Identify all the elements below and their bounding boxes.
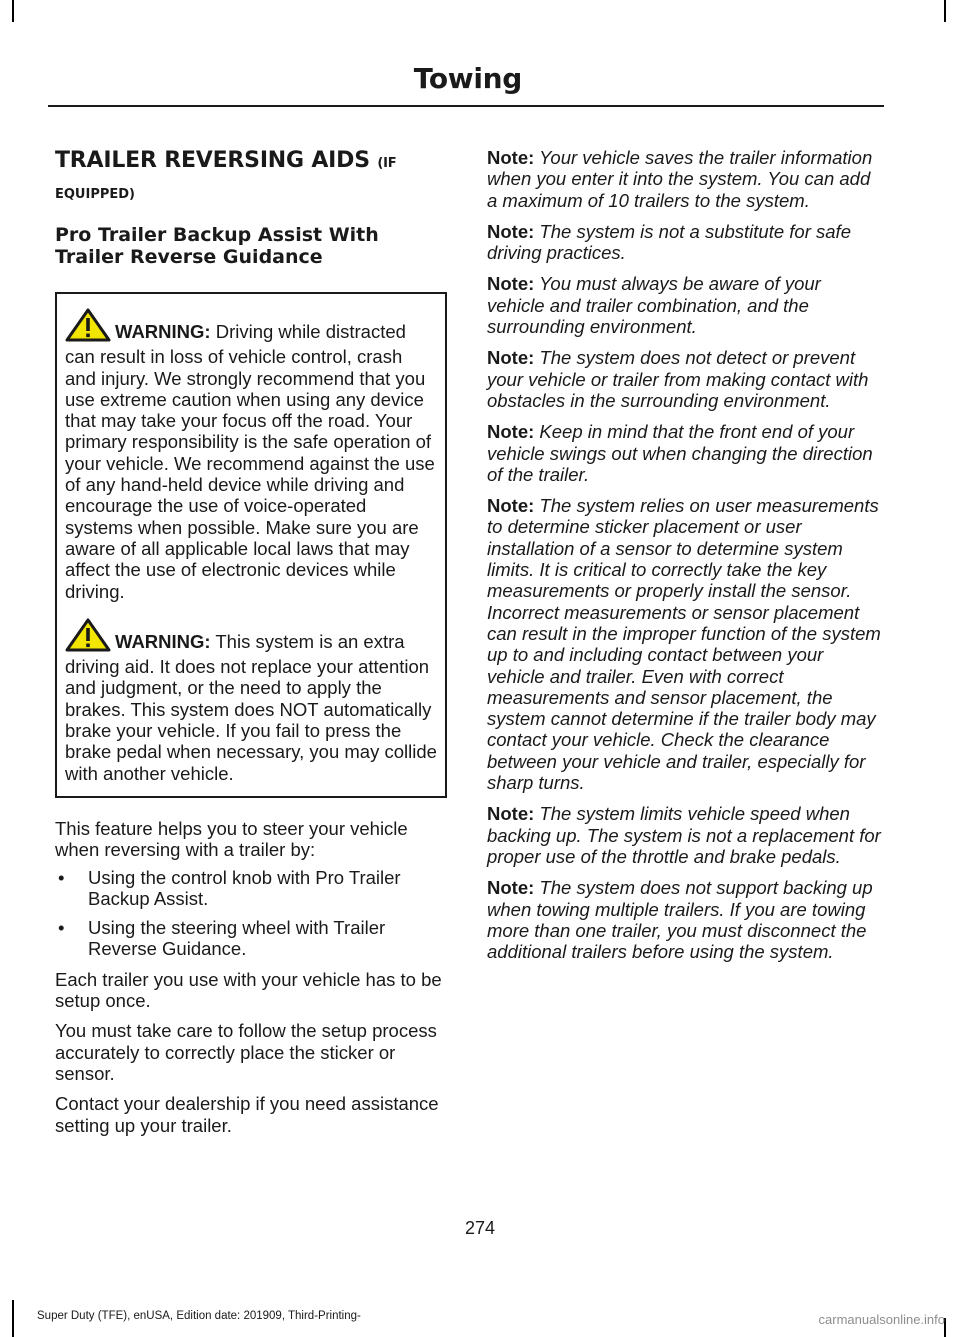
note-paragraph: Note: The system relies on user measurements to determine sticker placement or user installation of a sensor to determine system limits. It is critical to correctly take the key measurements or properly install the sensor. Incorrect measurements or sensor placement can result in the improper function of the system up to and including contact between your vehicle and trailer. Even with correct measurements and sensor placement, the system cannot determine if the trailer body may contact your vehicle. Check the clearance between your vehicle and trailer, especially for sharp turns. <box>487 495 881 794</box>
warning-text: Driving while distracted can result in loss of vehicle control, crash and injury. We strongly recommend that you use extreme caution when using any device that may take your focus off the road. Your primary responsibility is the safe operation of your vehicle. We recommend against the use of any hand-held device while driving and encourage the use of voice-operated systems when possible. Make sure you are aware of all applicable local laws that may affect the use of electronic devices while driving. <box>65 321 435 602</box>
note-paragraph: Note: The system limits vehicle speed when backing up. The system is not a replacement for proper use of the throttle and brake pedals. <box>487 803 881 867</box>
crop-mark-top-right <box>944 0 946 22</box>
warning-label: WARNING: <box>115 321 211 342</box>
list-item: • Using the steering wheel with Trailer Reverse Guidance. <box>58 917 386 960</box>
page-number: 274 <box>464 1218 496 1238</box>
right-column <box>487 147 882 972</box>
edition-footer: Super Duty (TFE), enUSA, Edition date: 201909, Third-Printing- <box>37 1310 361 1322</box>
page-header-title: Towing <box>413 62 522 95</box>
warning-text: This system is an extra driving aid. It does not replace your attention and judgment, or the need to apply the brakes. This system does NOT automatically brake your vehicle. If you fail to press the brake pedal when necessary, you may collide with another vehicle. <box>65 630 437 784</box>
warning-triangle-icon <box>65 618 111 656</box>
note-paragraph: Note: The system does not detect or prevent your vehicle or trailer from making contact with obstacles in the surrounding environment. <box>487 347 869 411</box>
watermark: carmanualsonline.info <box>818 1312 945 1327</box>
bullet-icon: • <box>58 866 65 888</box>
note-paragraph: Note: The system is not a substitute for safe driving practices. <box>487 220 851 264</box>
note-paragraph: Note: The system does not support backing up when towing multiple trailers. If you are towing more than one trailer, you must disconnect the additional trailers before using the system. <box>487 877 873 963</box>
note-paragraph: Note: Keep in mind that the front end of your vehicle swings out when changing the direction of the trailer. <box>487 421 873 485</box>
header-divider <box>48 105 884 107</box>
body-paragraph: You must take care to follow the setup process accurately to correctly place the sticker or sensor. <box>55 1020 437 1084</box>
list-item: • Using the control knob with Pro Trailer Backup Assist. <box>58 866 401 909</box>
crop-mark-top-left <box>12 0 14 22</box>
warning-box <box>55 292 447 798</box>
left-column <box>55 140 447 1136</box>
bullet-list <box>55 867 447 960</box>
crop-mark-bottom-left <box>12 1300 14 1337</box>
body-paragraph: Contact your dealership if you need assistance setting up your trailer. <box>55 1093 439 1136</box>
note-paragraph: Note: Your vehicle saves the trailer information when you enter it into the system. You can add a maximum of 10 trailers to the system. <box>487 147 873 211</box>
warning-label: WARNING: <box>115 630 211 652</box>
bullet-icon: • <box>58 917 65 939</box>
intro-paragraph: This feature helps you to steer your vehicle when reversing with a trailer by: <box>55 817 408 861</box>
note-paragraph: Note: You must always be aware of your vehicle and trailer combination, and the surrounding environment. <box>487 273 821 338</box>
section-title-continuation: EQUIPPED) <box>55 187 135 202</box>
warning-paragraph <box>65 308 437 602</box>
warning-paragraph <box>65 618 437 784</box>
warning-triangle-icon <box>65 308 111 346</box>
section-title: TRAILER REVERSING AIDS (IF <box>55 148 397 173</box>
subsection-title: Pro Trailer Backup Assist With Trailer Reverse Guidance <box>55 224 379 268</box>
body-paragraph: Each trailer you use with your vehicle has to be setup once. <box>55 968 442 1012</box>
